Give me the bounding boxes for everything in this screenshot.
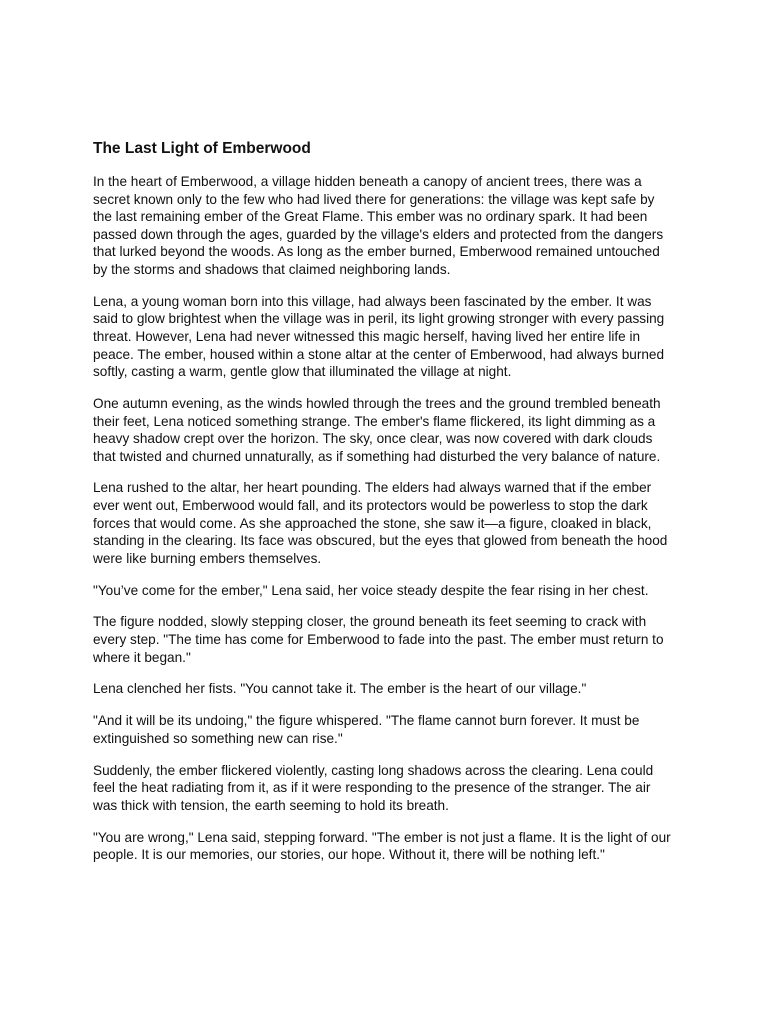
paragraph-10: "You are wrong," Lena said, stepping forward. "The ember is not just a flame. It is the light of our people. It is our memories, our stories, our hope. Without it, there will be nothing left.": [93, 829, 671, 863]
paragraph-7: Lena clenched her fists. "You cannot take it. The ember is the heart of our village.": [93, 681, 587, 697]
paragraph-4: Lena rushed to the altar, her heart pounding. The elders had always warned that if the ember ever went out, Emberwood would fall, and its protectors would be powerless to stop the dark forces that would come. As she approached the stone, she saw it—a figure, cloaked in black, standing in the clearing. Its face was obscured, but the eyes that glowed from beneath the hood were like burning embers themselves.: [93, 480, 668, 566]
document-title: The Last Light of Emberwood: [93, 140, 311, 157]
paragraph-2: Lena, a young woman born into this village, had always been fascinated by the ember. It was said to glow brightest when the village was in peril, its light growing stronger with every passing threat. However, Lena had never witnessed this magic herself, having lived her entire life in peace. The ember, housed within a stone altar at the center of Emberwood, had always burned softly, casting a warm, gentle glow that illuminated the village at night.: [93, 293, 665, 380]
paragraph-5: "You’ve come for the ember," Lena said, her voice steady despite the fear rising in her chest.: [93, 582, 649, 598]
paragraph-1: In the heart of Emberwood, a village hidden beneath a canopy of ancient trees, there was a secret known only to the few who had lived there for generations: the village was kept safe by the last remaining ember of the Great Flame. This ember was no ordinary spark. It had been passed down through the ages, guarded by the village's elders and protected from the dangers that lurked beyond the woods. As long as the ember burned, Emberwood remained untouched by the storms and shadows that claimed neighboring lands.: [93, 174, 664, 277]
paragraph-6: The figure nodded, slowly stepping closer, the ground beneath its feet seeming to crack with every step. "The time has come for Emberwood to fade into the past. The ember must return to where it began.": [93, 614, 664, 665]
document-page: [93, 139, 675, 878]
paragraph-8: "And it will be its undoing," the figure whispered. "The flame cannot burn forever. It must be extinguished so something new can rise.": [93, 713, 640, 746]
paragraph-3: One autumn evening, as the winds howled through the trees and the ground trembled beneath their feet, Lena noticed something strange. The ember's flame flickered, its light dimming as a heavy shadow crept over the horizon. The sky, once clear, was now covered with dark clouds that twisted and churned unnaturally, as if something had disturbed the very balance of nature.: [93, 395, 661, 464]
paragraph-9: Suddenly, the ember flickered violently, casting long shadows across the clearing. Lena could feel the heat radiating from it, as if it were responding to the presence of the stranger. The air was thick with tension, the earth seeming to hold its breath.: [93, 762, 654, 813]
